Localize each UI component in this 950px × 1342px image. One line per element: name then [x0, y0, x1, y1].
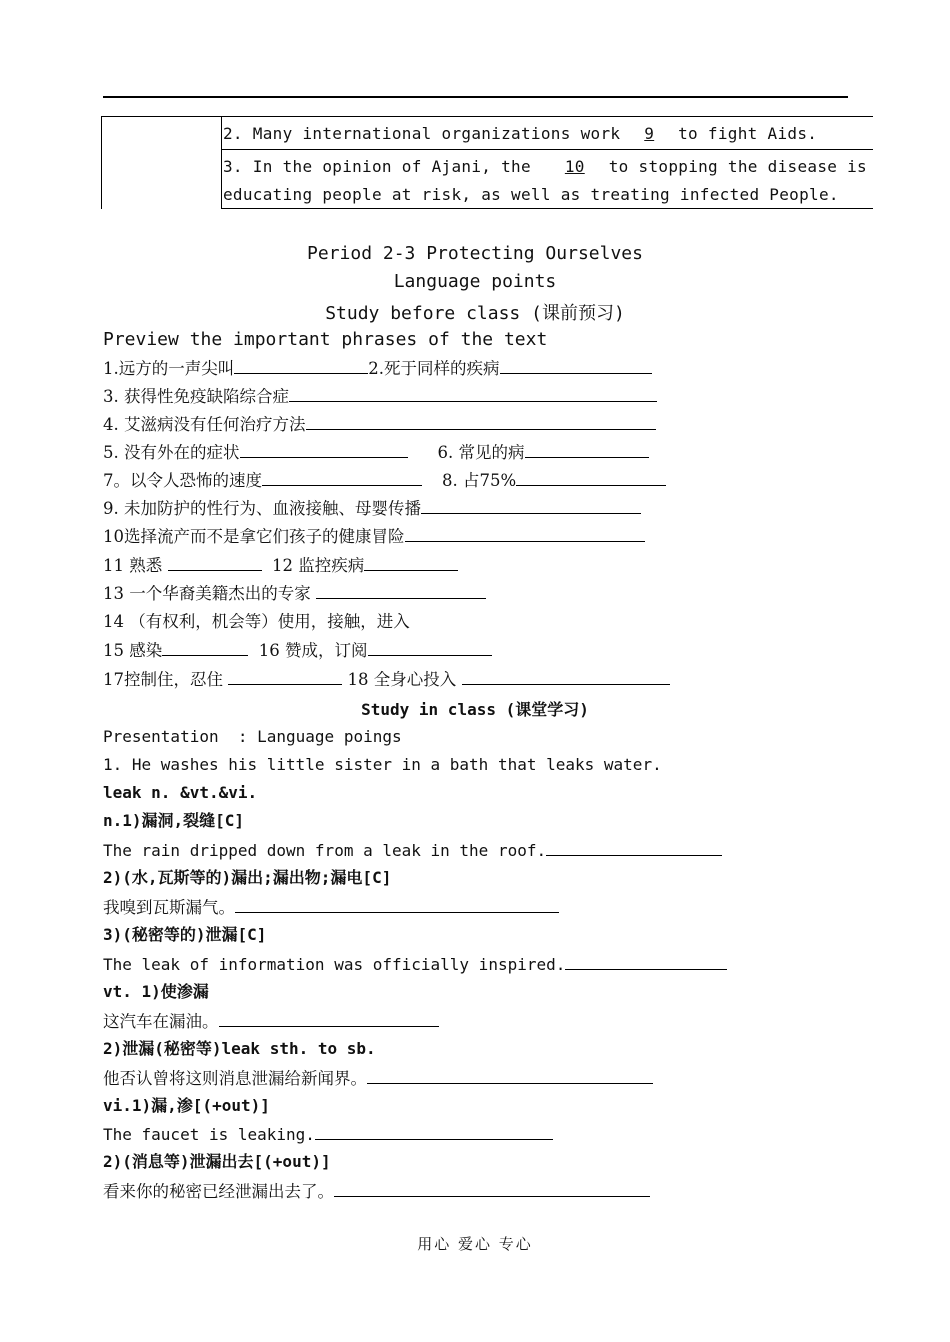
phrase-5: 5. 没有外在的症状	[103, 443, 240, 462]
phrase-row-7-8	[103, 469, 666, 492]
presentation-label: Presentation : Language poings	[103, 727, 402, 746]
blank-16	[368, 639, 492, 656]
table-row-3-line2: educating people at risk, as well as treating infected People.	[223, 185, 839, 204]
phrase-16: 16 赞成，订阅	[258, 641, 368, 660]
phrase-12: 12 监控疾病	[272, 556, 365, 575]
row2-answer: 9	[644, 124, 655, 143]
vt2-example-text: 他否认曾将这则消息泄漏给新闻界。	[103, 1069, 367, 1088]
blank-8	[516, 469, 666, 486]
blank-n2	[235, 896, 559, 913]
blank-vt1	[219, 1010, 439, 1027]
row2-suffix: to fight Aids.	[668, 124, 818, 143]
verb-intransitive-2-example	[103, 1180, 650, 1203]
blank-n1	[546, 839, 722, 856]
phrase-row-11-12	[103, 554, 458, 577]
noun-sense-3-example	[103, 953, 727, 976]
phrase-18: 18 全身心投入	[347, 670, 457, 689]
leak-pos: leak n. &vt.&vi.	[103, 783, 258, 802]
phrase-15: 15 感染	[103, 641, 163, 660]
row2-prefix: 2. Many international organizations work	[223, 124, 631, 143]
vt1-example-text: 这汽车在漏油。	[103, 1012, 219, 1031]
blank-11	[168, 554, 262, 571]
blank-vi1	[315, 1123, 553, 1140]
blank-6	[525, 441, 649, 458]
phrase-2: 2.死于同样的疾病	[368, 359, 500, 378]
phrase-row-17-18	[103, 668, 670, 691]
verb-transitive-2-example	[103, 1067, 653, 1090]
phrase-row-14	[103, 611, 410, 633]
vi1-example-text: The faucet is leaking.	[103, 1125, 315, 1144]
blank-n3	[565, 953, 727, 970]
phrase-7: 7。以令人恐怖的速度	[103, 471, 262, 490]
study-in-class-title: Study in class (课堂学习)	[361, 700, 589, 719]
phrase-8: 8. 占75%	[442, 471, 517, 490]
verb-intransitive-1-example	[103, 1123, 553, 1146]
blank-4	[306, 413, 656, 430]
phrase-row-4	[103, 413, 656, 436]
blank-15	[162, 639, 248, 656]
verb-transitive-1-example	[103, 1010, 439, 1033]
noun-sense-1: n.1)漏洞,裂缝[C]	[103, 811, 245, 830]
n2-example-text: 我嗅到瓦斯漏气。	[103, 898, 235, 917]
blank-17	[228, 668, 342, 685]
row3-answer: 10	[564, 157, 585, 176]
phrase-row-15-16	[103, 639, 492, 662]
phrase-4: 4. 艾滋病没有任何治疗方法	[103, 415, 306, 434]
row3-prefix: 3. In the opinion of Ajani, the	[223, 157, 541, 176]
table-border-mid	[221, 116, 222, 209]
blank-7	[262, 469, 422, 486]
phrase-11: 11 熟悉	[103, 556, 163, 575]
phrase-row-3	[103, 385, 657, 408]
blank-9	[421, 497, 641, 514]
verb-transitive-2: 2)泄漏(秘密等)leak sth. to sb.	[103, 1039, 376, 1058]
n3-example-text: The leak of information was officially inspired.	[103, 955, 566, 974]
table-border-row	[221, 149, 873, 150]
n1-example-text: The rain dripped down from a leak in the roof.	[103, 841, 547, 860]
phrase-6: 6. 常见的病	[437, 443, 525, 462]
phrase-row-10	[103, 525, 645, 548]
page-footer: 用心 爱心 专心	[417, 1235, 533, 1253]
table-row-3	[223, 157, 867, 176]
blank-18	[462, 668, 670, 685]
noun-sense-2-example	[103, 896, 559, 919]
noun-sense-2: 2)(水,瓦斯等的)漏出;漏出物;漏电[C]	[103, 868, 392, 887]
phrase-row-1-2	[103, 357, 652, 380]
period-title: Period 2-3 Protecting Ourselves	[307, 243, 643, 264]
preview-heading: Preview the important phrases of the text	[103, 329, 548, 350]
verb-intransitive-2: 2)(消息等)泄漏出去[(+out)]	[103, 1152, 331, 1171]
noun-sense-3: 3)(秘密等的)泄漏[C]	[103, 925, 267, 944]
table-border-left	[101, 116, 102, 209]
blank-12	[364, 554, 458, 571]
blank-3	[289, 385, 657, 402]
phrase-9: 9. 未加防护的性行为、血液接触、母婴传播	[103, 499, 421, 518]
verb-intransitive-1: vi.1)漏,渗[(+out)]	[103, 1096, 270, 1115]
blank-10	[405, 525, 645, 542]
language-points-title: Language points	[393, 271, 557, 292]
phrase-3: 3. 获得性免疫缺陷综合症	[103, 387, 289, 406]
verb-transitive-1: vt. 1)使渗漏	[103, 982, 209, 1001]
blank-vt2	[367, 1067, 653, 1084]
noun-sense-1-example	[103, 839, 722, 862]
blank-vi2	[334, 1180, 650, 1197]
blank-1	[234, 357, 368, 374]
vi2-example-text: 看来你的秘密已经泄漏出去了。	[103, 1182, 334, 1201]
header-rule	[103, 96, 848, 98]
phrase-17: 17控制住，忍住	[103, 670, 223, 689]
phrase-row-5-6	[103, 441, 649, 464]
sentence-1: 1. He washes his little sister in a bath that leaks water.	[103, 755, 662, 774]
table-row-2	[223, 124, 817, 143]
answer-table	[101, 116, 873, 210]
blank-2	[500, 357, 652, 374]
blank-5	[240, 441, 408, 458]
row3-suffix: to stopping the disease is	[608, 157, 867, 176]
table-border-bottom	[221, 208, 873, 209]
phrase-row-13	[103, 582, 486, 605]
table-border-top	[101, 116, 873, 117]
blank-13	[316, 582, 486, 599]
phrase-1: 1.远方的一声尖叫	[103, 359, 235, 378]
phrase-13: 13 一个华裔美籍杰出的专家	[103, 584, 311, 603]
phrase-row-9	[103, 497, 641, 520]
study-before-title: Study before class (课前预习)	[325, 303, 625, 324]
phrase-10: 10选择流产而不是拿它们孩子的健康冒险	[103, 527, 405, 546]
phrase-14: 14 （有权利，机会等）使用，接触，进入	[103, 612, 410, 631]
